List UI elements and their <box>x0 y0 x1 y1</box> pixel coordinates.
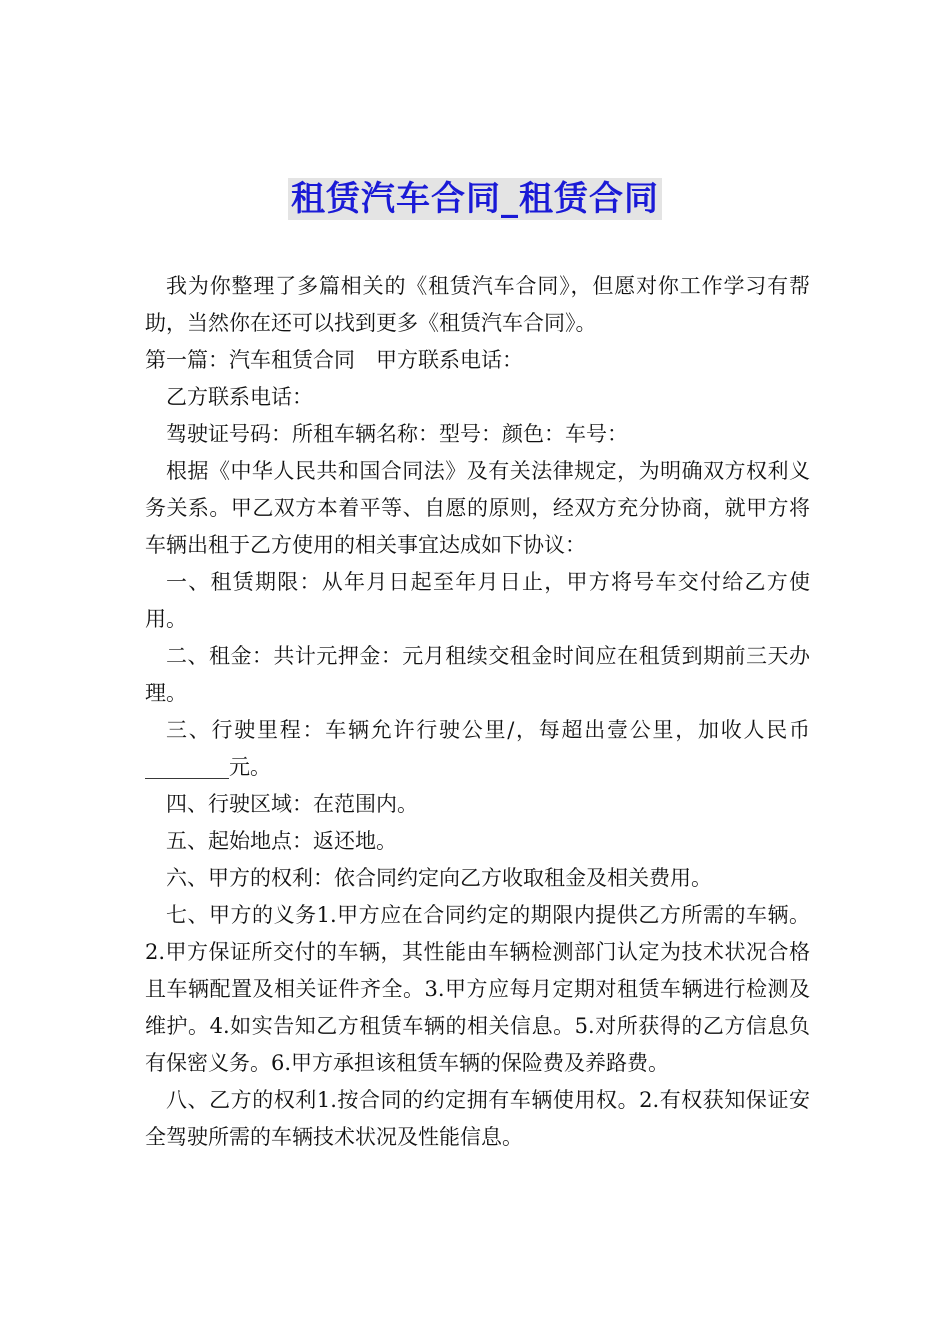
paragraph-location: 五、起始地点：返还地。 <box>166 829 397 853</box>
paragraph-party-a-rights: 六、甲方的权利：依合同约定向乙方收取租金及相关费用。 <box>166 866 712 890</box>
document-title: 租赁汽车合同_租赁合同 <box>288 178 662 220</box>
paragraph-chapter-one: 第一篇：汽车租赁合同 甲方联系电话： <box>145 348 523 372</box>
title-wrap <box>0 178 950 220</box>
document-body <box>145 268 810 1156</box>
paragraph-party-b-phone: 乙方联系电话： <box>166 385 313 409</box>
paragraph-term: 一、租赁期限：从年月日起至年月日止，甲方将号车交付给乙方使用。 <box>145 570 810 631</box>
paragraph-rent: 二、租金：共计元押金：元月租续交租金时间应在租赁到期前三天办理。 <box>145 644 810 705</box>
paragraph-party-b-rights: 八、乙方的权利1.按合同的约定拥有车辆使用权。2.有权获知保证安全驾驶所需的车辆技术状况及性能信息。 <box>145 1088 810 1149</box>
paragraph-mileage: 三、行驶里程：车辆允许行驶公里/，每超出壹公里，加收人民币________元。 <box>145 718 810 779</box>
paragraph-license: 驾驶证号码：所租车辆名称：型号：颜色：车号： <box>166 422 628 446</box>
paragraph-area: 四、行驶区域：在范围内。 <box>166 792 418 816</box>
paragraph-intro: 我为你整理了多篇相关的《租赁汽车合同》，但愿对你工作学习有帮助，当然你在还可以找到更多《租赁汽车合同》。 <box>145 274 810 335</box>
paragraph-basis: 根据《中华人民共和国合同法》及有关法律规定，为明确双方权利义务关系。甲乙双方本着平等、自愿的原则，经双方充分协商，就甲方将车辆出租于乙方使用的相关事宜达成如下协议： <box>145 459 810 557</box>
paragraph-party-a-duties: 七、甲方的义务1.甲方应在合同约定的期限内提供乙方所需的车辆。2.甲方保证所交付的车辆，其性能由车辆检测部门认定为技术状况合格且车辆配置及相关证件齐全。3.甲方应每月定期对租赁车辆进行检测及维护。4.如实告知乙方租赁车辆的相关信息。5.对所获得的乙方信息负有保密义务。6.甲方承担该租赁车辆的保险费及养路费。 <box>145 903 810 1075</box>
